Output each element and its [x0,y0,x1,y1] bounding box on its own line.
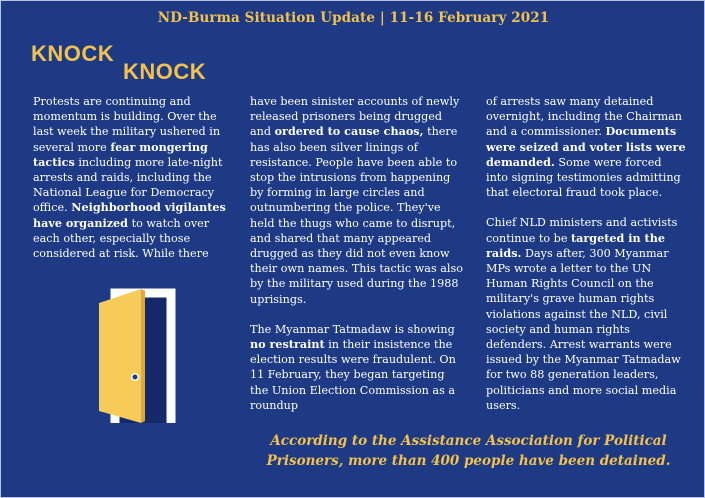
text-run: Some were forced into signing testimonies admitting that electoral fraud took place. [486,155,681,200]
text-run: of arrests saw many detained overnight, including the Chairman and a commissioner. [486,95,682,139]
column-3-paragraph-2 [486,215,686,413]
column-1 [33,94,233,276]
emphasis-text: Neighborhood vigilantes have organized [33,200,226,230]
text-run: including more late-night arrests and raids, including the National League for Democracy office. [33,155,223,215]
page-header: ND-Burma Situation Update | 11-16 February 2021 [157,10,550,26]
column-2-paragraph-1 [250,94,465,307]
title-knock-2: KNOCK [123,59,207,84]
open-door-icon [97,287,193,423]
emphasis-text: fear mongering tactics [33,139,208,169]
emphasis-text: Documents were seized and voter lists were demanded. [486,124,686,169]
text-run: have been sinister accounts of newly released prisoners being drugged and [250,95,460,139]
title-knock-1: KNOCK [31,41,115,66]
emphasis-text: targeted in the raids. [486,230,665,260]
emphasis-text: ordered to cause chaos, [274,124,424,139]
detention-quote: According to the Assistance Association for Political Prisoners, more than 400 people have been detained. [266,433,671,469]
column-3-paragraph-1 [486,94,686,200]
text-run: Days after, 300 Myanmar MPs wrote a letter to the UN Human Rights Council on the military's grave human rights violations against the NLD, civil society and human rights defenders. Arrest warrants were issued by the Myanmar Tatmadaw for two 88 generation leaders, politicians and more social media users. [486,246,681,412]
text-run: to watch over each other, especially those considered at risk. While there [33,216,210,261]
text-run: in their insistence the election results were fraudulent. On 11 February, they began targeting the Union Election Commission as a roundup [250,338,456,412]
text-run: The Myanmar Tatmadaw is showing [250,322,455,336]
column-2-paragraph-2 [250,322,465,413]
column-1-paragraph-1 [33,94,233,261]
text-run: there has also been silver linings of resistance. People have been able to stop the intrusions from happening by forming in large circles and outnumbering the police. They've held the thugs who came to disrupt, and shared that many appeared drugged as they did not even know their own names. This tactic was also by the military used during the 1988 uprisings. [250,125,463,306]
column-2 [250,94,465,428]
text-run: Chief NLD ministers and activists continue to be [486,216,678,245]
text-run: Protests are continuing and momentum is building. Over the last week the military ushered in several more [33,95,221,154]
column-3 [486,94,686,428]
emphasis-text: no restraint [250,337,325,352]
